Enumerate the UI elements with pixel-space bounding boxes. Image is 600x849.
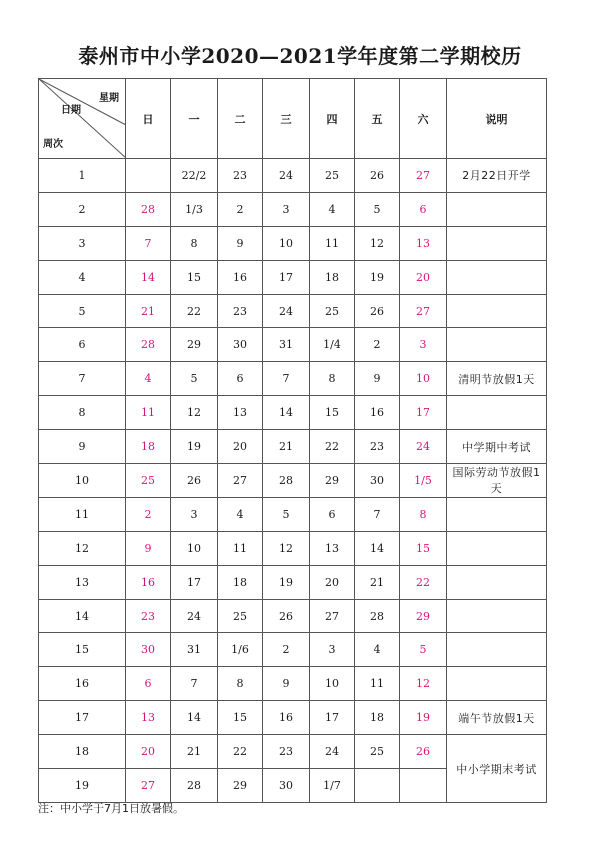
- day-cell: 14: [263, 396, 310, 430]
- day-cell: 12: [355, 226, 400, 260]
- day-cell: 11: [126, 396, 171, 430]
- day-cell: 10: [171, 531, 218, 565]
- week-number: 1: [39, 159, 126, 193]
- day-cell: 8: [400, 497, 447, 531]
- week-number: 9: [39, 430, 126, 464]
- day-cell: 19: [263, 565, 310, 599]
- note-cell: [447, 328, 547, 362]
- day-cell: 25: [218, 599, 263, 633]
- day-cell: 24: [171, 599, 218, 633]
- day-cell: 13: [310, 531, 355, 565]
- day-cell: 22/2: [171, 159, 218, 193]
- header-day-fri: 五: [355, 79, 400, 159]
- day-cell: 12: [400, 667, 447, 701]
- day-cell: 16: [126, 565, 171, 599]
- table-row: [39, 294, 547, 328]
- day-cell: 13: [400, 226, 447, 260]
- day-cell: 20: [126, 735, 171, 769]
- day-cell: 27: [400, 294, 447, 328]
- calendar-body: [39, 159, 547, 803]
- day-cell: 14: [171, 701, 218, 735]
- day-cell: 25: [310, 159, 355, 193]
- day-cell: 17: [171, 565, 218, 599]
- week-number: 11: [39, 497, 126, 531]
- day-cell: 10: [263, 226, 310, 260]
- table-row: [39, 260, 547, 294]
- table-row: [39, 396, 547, 430]
- day-cell: 17: [400, 396, 447, 430]
- day-cell: 23: [126, 599, 171, 633]
- day-cell: 6: [310, 497, 355, 531]
- table-row: [39, 735, 547, 769]
- header-day-mon: 一: [171, 79, 218, 159]
- day-cell: 26: [355, 159, 400, 193]
- day-cell: 5: [355, 192, 400, 226]
- corner-label-weekday: 星期: [99, 93, 119, 104]
- week-number: 15: [39, 633, 126, 667]
- week-number: 10: [39, 464, 126, 498]
- day-cell: 7: [171, 667, 218, 701]
- note-cell: [447, 633, 547, 667]
- header-day-wed: 三: [263, 79, 310, 159]
- week-number: 13: [39, 565, 126, 599]
- day-cell: 20: [400, 260, 447, 294]
- day-cell: 4: [355, 633, 400, 667]
- day-cell: 31: [263, 328, 310, 362]
- day-cell: 24: [310, 735, 355, 769]
- table-row: [39, 192, 547, 226]
- header-day-sat: 六: [400, 79, 447, 159]
- day-cell: 22: [218, 735, 263, 769]
- day-cell: 9: [126, 531, 171, 565]
- week-number: 16: [39, 667, 126, 701]
- day-cell: 22: [171, 294, 218, 328]
- header-row: [39, 79, 547, 159]
- day-cell: 17: [310, 701, 355, 735]
- day-cell: 9: [263, 667, 310, 701]
- day-cell: 28: [171, 769, 218, 803]
- day-cell: 16: [218, 260, 263, 294]
- day-cell: 10: [400, 362, 447, 396]
- day-cell: 25: [126, 464, 171, 498]
- day-cell: 1/4: [310, 328, 355, 362]
- note-cell: [447, 531, 547, 565]
- day-cell: 8: [218, 667, 263, 701]
- day-cell: 23: [218, 294, 263, 328]
- note-cell: 端午节放假1天: [447, 701, 547, 735]
- day-cell: 8: [310, 362, 355, 396]
- week-number: 18: [39, 735, 126, 769]
- day-cell: 13: [126, 701, 171, 735]
- week-number: 14: [39, 599, 126, 633]
- day-cell: 11: [355, 667, 400, 701]
- day-cell: 18: [310, 260, 355, 294]
- day-cell: 16: [263, 701, 310, 735]
- day-cell: 9: [355, 362, 400, 396]
- day-cell: 20: [218, 430, 263, 464]
- day-cell: 11: [218, 531, 263, 565]
- day-cell: 18: [218, 565, 263, 599]
- day-cell: 6: [126, 667, 171, 701]
- day-cell: 27: [126, 769, 171, 803]
- note-cell: [447, 192, 547, 226]
- day-cell: 21: [126, 294, 171, 328]
- day-cell: 18: [355, 701, 400, 735]
- day-cell: 15: [171, 260, 218, 294]
- week-number: 8: [39, 396, 126, 430]
- day-cell: 2: [355, 328, 400, 362]
- day-cell: 25: [355, 735, 400, 769]
- day-cell: 4: [126, 362, 171, 396]
- day-cell: 26: [171, 464, 218, 498]
- table-row: [39, 226, 547, 260]
- corner-label-date: 日期: [61, 105, 81, 116]
- note-cell: 清明节放假1天: [447, 362, 547, 396]
- day-cell: 22: [400, 565, 447, 599]
- day-cell: 29: [310, 464, 355, 498]
- note-cell: 中学期中考试: [447, 430, 547, 464]
- day-cell: 27: [218, 464, 263, 498]
- day-cell: 1/7: [310, 769, 355, 803]
- note-cell: [447, 294, 547, 328]
- day-cell: 12: [263, 531, 310, 565]
- day-cell: [400, 769, 447, 803]
- day-cell: 31: [171, 633, 218, 667]
- day-cell: 16: [355, 396, 400, 430]
- table-row: [39, 464, 547, 498]
- day-cell: 20: [310, 565, 355, 599]
- day-cell: 19: [400, 701, 447, 735]
- week-number: 5: [39, 294, 126, 328]
- day-cell: 14: [126, 260, 171, 294]
- day-cell: 19: [171, 430, 218, 464]
- day-cell: 2: [126, 497, 171, 531]
- day-cell: 6: [400, 192, 447, 226]
- header-day-tue: 二: [218, 79, 263, 159]
- day-cell: 23: [218, 159, 263, 193]
- day-cell: 12: [171, 396, 218, 430]
- day-cell: 14: [355, 531, 400, 565]
- day-cell: 3: [310, 633, 355, 667]
- day-cell: 2: [263, 633, 310, 667]
- day-cell: [355, 769, 400, 803]
- day-cell: 28: [263, 464, 310, 498]
- day-cell: 3: [263, 192, 310, 226]
- day-cell: 15: [400, 531, 447, 565]
- day-cell: 10: [310, 667, 355, 701]
- day-cell: 5: [171, 362, 218, 396]
- day-cell: 22: [310, 430, 355, 464]
- header-day-sun: 日: [126, 79, 171, 159]
- table-row: [39, 362, 547, 396]
- table-row: [39, 497, 547, 531]
- day-cell: 3: [400, 328, 447, 362]
- day-cell: 30: [263, 769, 310, 803]
- table-row: [39, 599, 547, 633]
- table-row: [39, 565, 547, 599]
- day-cell: 7: [263, 362, 310, 396]
- week-number: 19: [39, 769, 126, 803]
- day-cell: 28: [126, 192, 171, 226]
- day-cell: 29: [171, 328, 218, 362]
- day-cell: 28: [126, 328, 171, 362]
- day-cell: 25: [310, 294, 355, 328]
- corner-label-week: 周次: [43, 139, 63, 150]
- table-row: [39, 531, 547, 565]
- note-cell: [447, 226, 547, 260]
- note-cell: [447, 667, 547, 701]
- week-number: 3: [39, 226, 126, 260]
- day-cell: 30: [355, 464, 400, 498]
- day-cell: 5: [400, 633, 447, 667]
- day-cell: 11: [310, 226, 355, 260]
- table-row: [39, 430, 547, 464]
- day-cell: 9: [218, 226, 263, 260]
- day-cell: 29: [218, 769, 263, 803]
- day-cell: 13: [218, 396, 263, 430]
- day-cell: 26: [400, 735, 447, 769]
- day-cell: 18: [126, 430, 171, 464]
- day-cell: 1/6: [218, 633, 263, 667]
- day-cell: 4: [218, 497, 263, 531]
- note-cell: 国际劳动节放假1天: [447, 464, 547, 498]
- day-cell: 21: [263, 430, 310, 464]
- school-calendar-table: [38, 78, 547, 803]
- corner-header: [39, 79, 126, 159]
- day-cell: 17: [263, 260, 310, 294]
- day-cell: 6: [218, 362, 263, 396]
- day-cell: 28: [355, 599, 400, 633]
- day-cell: 15: [218, 701, 263, 735]
- week-number: 2: [39, 192, 126, 226]
- week-number: 17: [39, 701, 126, 735]
- note-cell: [447, 599, 547, 633]
- week-number: 6: [39, 328, 126, 362]
- note-cell: 2月22日开学: [447, 159, 547, 193]
- day-cell: 8: [171, 226, 218, 260]
- note-cell: [447, 396, 547, 430]
- day-cell: 7: [126, 226, 171, 260]
- day-cell: 21: [355, 565, 400, 599]
- note-cell: [447, 260, 547, 294]
- day-cell: 23: [263, 735, 310, 769]
- day-cell: 4: [310, 192, 355, 226]
- day-cell: 5: [263, 497, 310, 531]
- day-cell: [126, 159, 171, 193]
- day-cell: 29: [400, 599, 447, 633]
- day-cell: 24: [263, 159, 310, 193]
- day-cell: 19: [355, 260, 400, 294]
- week-number: 12: [39, 531, 126, 565]
- day-cell: 30: [218, 328, 263, 362]
- day-cell: 27: [400, 159, 447, 193]
- table-row: [39, 633, 547, 667]
- day-cell: 24: [400, 430, 447, 464]
- footnote: 注：中小学于7月1日放暑假。: [38, 802, 184, 815]
- week-number: 7: [39, 362, 126, 396]
- table-row: [39, 701, 547, 735]
- note-cell: [447, 565, 547, 599]
- note-cell: [447, 497, 547, 531]
- table-row: [39, 159, 547, 193]
- day-cell: 15: [310, 396, 355, 430]
- table-row: [39, 328, 547, 362]
- header-day-thu: 四: [310, 79, 355, 159]
- day-cell: 3: [171, 497, 218, 531]
- page-title: 泰州市中小学2020—2021学年度第二学期校历: [78, 44, 522, 68]
- day-cell: 1/3: [171, 192, 218, 226]
- day-cell: 26: [355, 294, 400, 328]
- day-cell: 7: [355, 497, 400, 531]
- day-cell: 1/5: [400, 464, 447, 498]
- header-notes: 说明: [447, 79, 547, 159]
- day-cell: 2: [218, 192, 263, 226]
- day-cell: 24: [263, 294, 310, 328]
- note-cell: 中小学期末考试: [447, 735, 547, 803]
- week-number: 4: [39, 260, 126, 294]
- day-cell: 30: [126, 633, 171, 667]
- table-row: [39, 667, 547, 701]
- day-cell: 23: [355, 430, 400, 464]
- day-cell: 27: [310, 599, 355, 633]
- day-cell: 21: [171, 735, 218, 769]
- day-cell: 26: [263, 599, 310, 633]
